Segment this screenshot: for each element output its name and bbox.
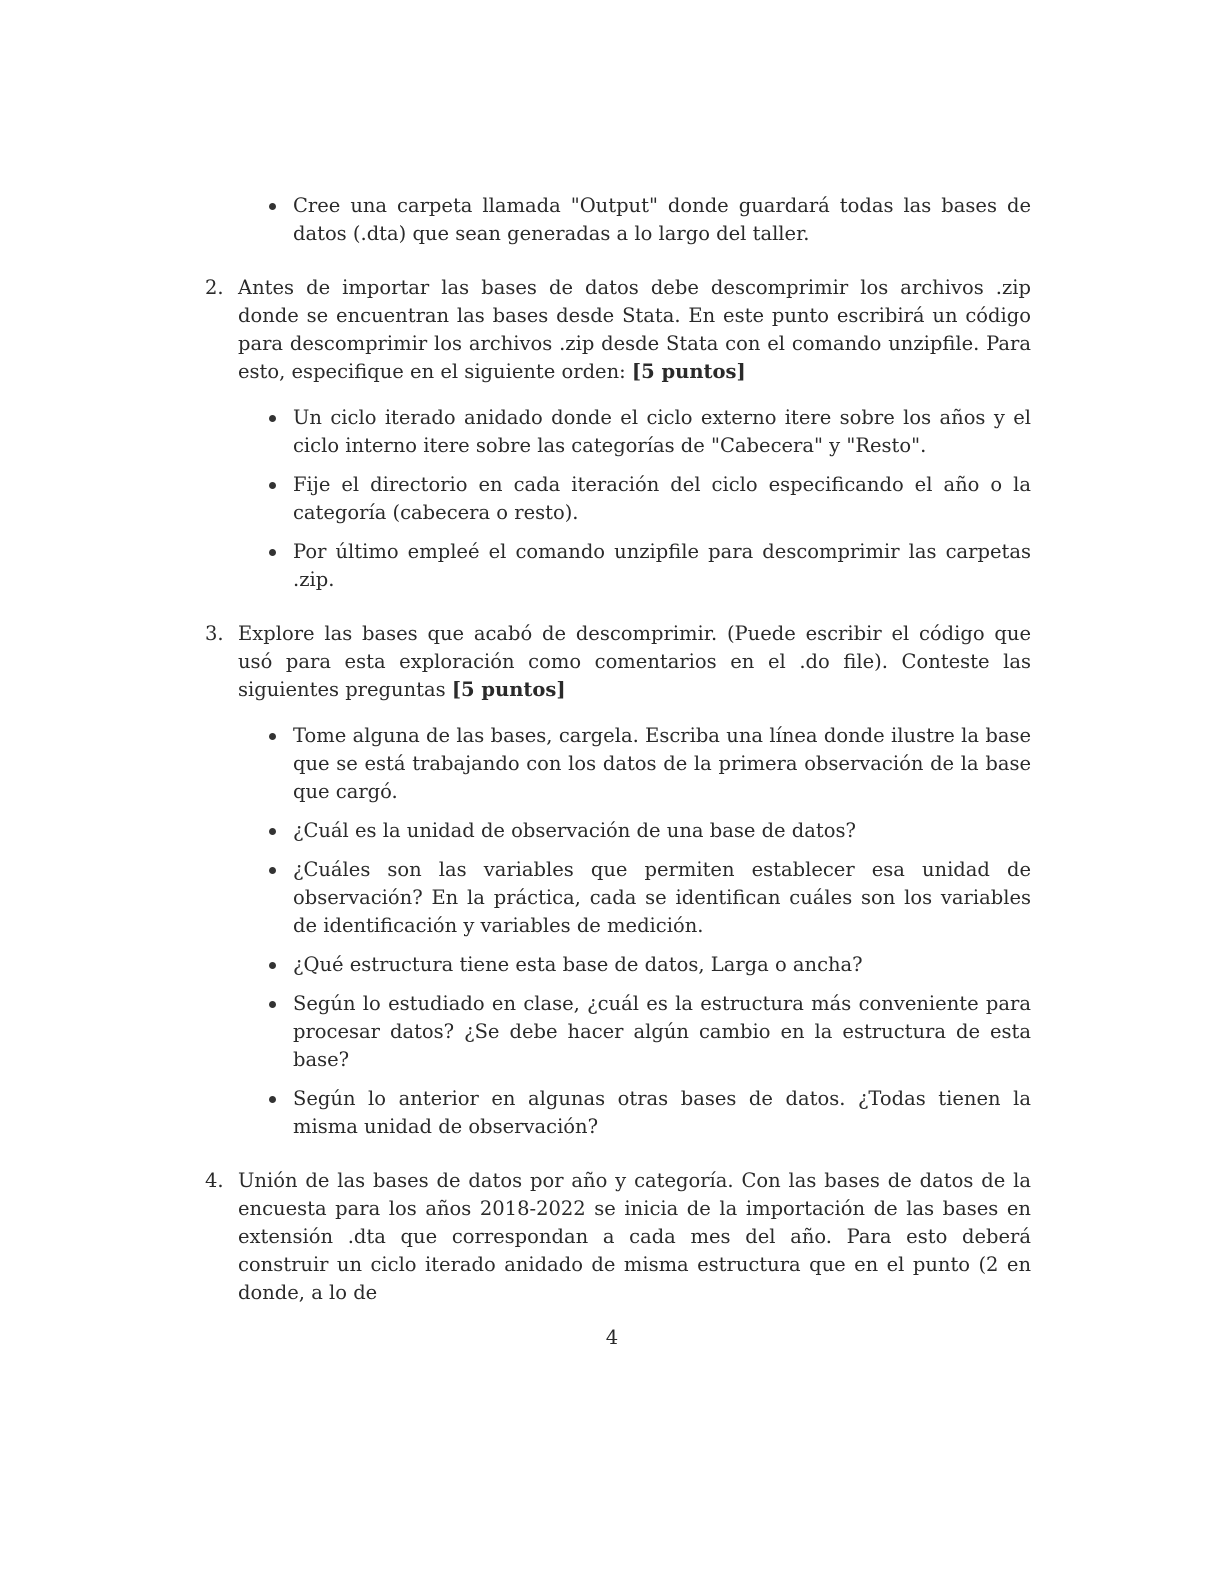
list-item bbox=[205, 817, 1031, 845]
bullet-text: ¿Cuáles son las variables que permiten establecer esa unidad de observación? En la práctica, cada se identifican cuáles son los variables de identificación y variables de medición. bbox=[293, 858, 1031, 937]
item-text: Unión de las bases de datos por año y categoría. Con las bases de datos de la encuesta para los años 2018-2022 se inicia de la importación de las bases en extensión .dta que correspondan a cada mes del año. Para esto deberá construir un ciclo iterado anidado de misma estructura que en el punto (2 en donde, a lo de bbox=[238, 1169, 1031, 1304]
bullet-text: Cree una carpeta llamada "Output" donde guardará todas las bases de datos (.dta) que sean generadas a lo largo del taller. bbox=[293, 194, 1031, 245]
bullet-text: Un ciclo iterado anidado donde el ciclo externo itere sobre los años y el ciclo interno itere sobre las categorías de "Cabecera" y "Resto". bbox=[293, 406, 1031, 457]
item-subbullets bbox=[205, 404, 1031, 594]
bullet-icon bbox=[269, 962, 276, 969]
bullet-text: ¿Qué estructura tiene esta base de datos, Larga o ancha? bbox=[293, 953, 863, 976]
bullet-text: Según lo estudiado en clase, ¿cuál es la estructura más conveniente para procesar datos? ¿Se debe hacer algún cambio en la estructura de esta base? bbox=[293, 992, 1031, 1071]
bullet-icon bbox=[269, 203, 276, 210]
bullet-icon bbox=[269, 828, 276, 835]
bullet-text: Fije el directorio en cada iteración del ciclo especificando el año o la categoría (cabecera o resto). bbox=[293, 473, 1031, 524]
bullet-text: Por último empleé el comando unzipfile para descomprimir las carpetas .zip. bbox=[293, 540, 1031, 591]
intro-bullet-list bbox=[205, 192, 1031, 248]
bullet-text: Tome alguna de las bases, cargela. Escriba una línea donde ilustre la base que se está trabajando con los datos de la primera observación de la base que cargó. bbox=[293, 724, 1031, 803]
item-text: Explore las bases que acabó de descomprimir. (Puede escribir el código que usó para esta exploración como comentarios en el .do file). Conteste las siguientes preguntas bbox=[238, 622, 1031, 701]
item-text: Antes de importar las bases de datos debe descomprimir los archivos .zip donde se encuentran las bases desde Stata. En este punto escribirá un código para descomprimir los archivos .zip desde Stata con el comando unzipfile. Para esto, especifique en el siguiente orden: bbox=[238, 276, 1031, 383]
page-number: 4 bbox=[605, 1326, 619, 1349]
list-item bbox=[205, 856, 1031, 940]
item-points: [5 puntos] bbox=[631, 360, 746, 383]
list-item bbox=[205, 1085, 1031, 1141]
list-item bbox=[205, 471, 1031, 527]
numbered-item-4 bbox=[205, 1167, 1031, 1307]
item-subbullets bbox=[205, 722, 1031, 1141]
bullet-icon bbox=[269, 733, 276, 740]
list-item bbox=[205, 404, 1031, 460]
list-item bbox=[205, 951, 1031, 979]
list-item bbox=[205, 722, 1031, 806]
list-item bbox=[205, 990, 1031, 1074]
item-number: 3. bbox=[205, 622, 224, 645]
numbered-item-2 bbox=[205, 274, 1031, 594]
numbered-item-3 bbox=[205, 620, 1031, 1141]
item-number: 4. bbox=[205, 1169, 224, 1192]
list-item bbox=[205, 538, 1031, 594]
item-points: [5 puntos] bbox=[451, 678, 566, 701]
bullet-icon bbox=[269, 1096, 276, 1103]
bullet-icon bbox=[269, 482, 276, 489]
page-content bbox=[205, 192, 1031, 1307]
bullet-icon bbox=[269, 415, 276, 422]
bullet-list bbox=[205, 404, 1031, 594]
bullet-text: Según lo anterior en algunas otras bases de datos. ¿Todas tienen la misma unidad de observación? bbox=[293, 1087, 1031, 1138]
list-item bbox=[205, 192, 1031, 248]
bullet-text: ¿Cuál es la unidad de observación de una base de datos? bbox=[293, 819, 856, 842]
bullet-icon bbox=[269, 549, 276, 556]
bullet-icon bbox=[269, 1001, 276, 1008]
item-number: 2. bbox=[205, 276, 224, 299]
bullet-icon bbox=[269, 867, 276, 874]
bullet-list bbox=[205, 722, 1031, 1141]
